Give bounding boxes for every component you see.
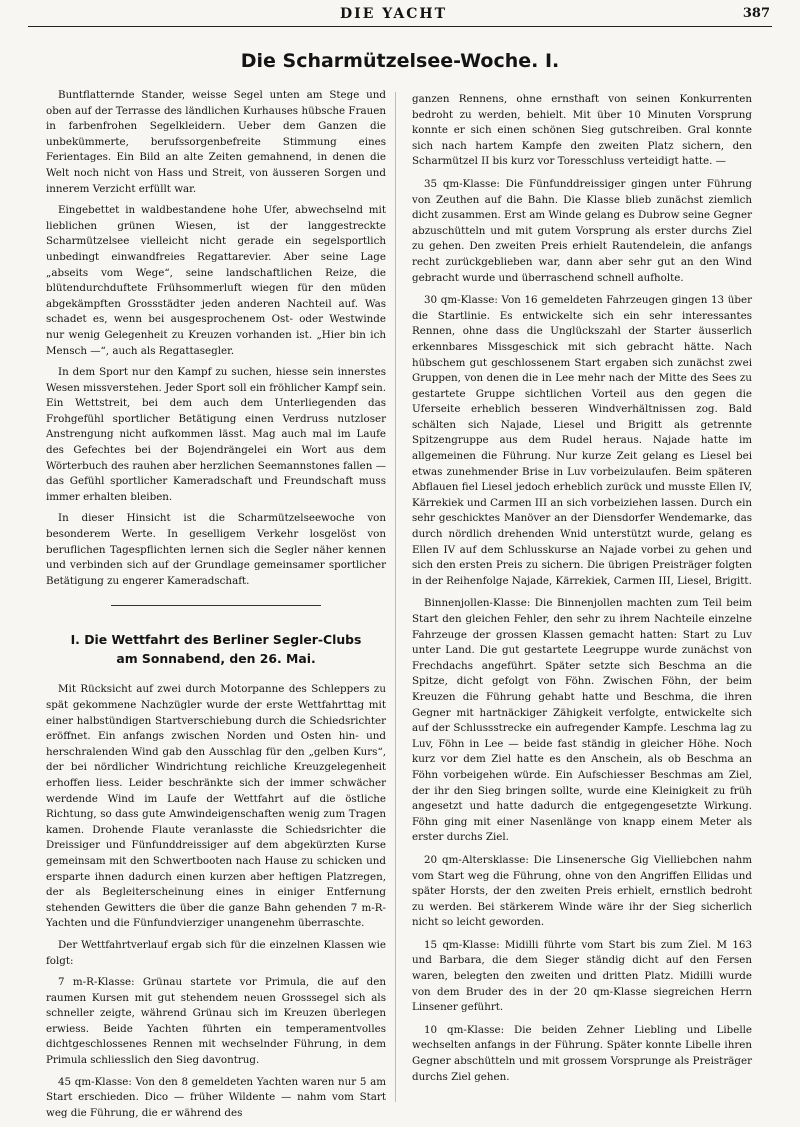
section-divider [111,605,321,606]
intro-paragraph: Eingebettet in waldbestandene hohe Ufer, abwechselnd mit lieblichen grünen Wiesen, ist der langgestreckte Scharmützelsee vielleicht nicht gerade ein segelsportlich unbedingt einwandfreies Regattarevier. Aber seine Lage „abseits vom Wege“, seine landschaftlichen Reize, die blütendurchduftete Frühsommerluft wiegen für den müden abgekämpften Grossstädter jeden anderen Nachteil auf. Was schadet es, wenn bei ausgesprochenem Ost- oder Westwinde nur wenig Gelegenheit zu Kreuzen vorhanden ist. „Hier bin ich Mensch —“, auch als Regattasegler. [46,204,386,357]
intro-paragraph: Buntflatternde Stander, weisse Segel unten am Stege und oben auf der Terrasse des ländlichen Kurhauses hübsche Frauen in farbenfrohen Segelkleidern. Ueber dem Ganzen die unbekümmerte, berufssorgenbefreite Stimmung eines Ferientages. Ein Bild an alte Zeiten gemahnend, in denen die Welt noch nicht von Hass und Streit, von äusseren Sorgen und innerem Verzicht erfüllt war. [46,89,386,195]
body-paragraph: 7 m-R-Klasse: Grünau startete vor Primula, die auf den raumen Kursen mit gut stehendem neuen Grosssegel sich als schneller zeigte, während Grünau sich im Kreuzen überlegen erwiess. Beide Yachten führten ein temperamentvolles dichtgeschlossenes Rennen mit wechselnder Führung, in dem Primula schliesslich den Sieg davontrug. [46,976,386,1067]
intro-paragraph: In dieser Hinsicht ist die Scharmützelseewoche von besonderem Werte. In geselligem Verkehr losgelöst von beruflichen Tagespflichten lernen sich die Segler näher kennen und verbinden sich auf der Grundlage gemeinsamer sportlicher Betätigung zu engerer Kameradschaft. [46,512,386,587]
page-number: 387 [742,6,770,21]
running-head: DIE YACHT [340,6,447,22]
right-column [412,92,752,1092]
body-paragraph: Mit Rücksicht auf zwei durch Motorpanne des Schleppers zu spät gekommene Nachzügler wurde der erste Wettfahrttag mit einer halbstündigen Startverschiebung durch die Schiedsrichter eröffnet. Ein anfangs zwischen Norden und Osten hin- und herschralenden Wind gab den Ausschlag für den „gelben Kurs“, der bei nördlicher Windrichtung reichliche Kreuzgelegenheit erhoffen liess. Leider beschränkte sich der immer schwächer werdende Wind im Laufe der Wettfahrt auf die östliche Richtung, so dass gute Amwindeigenschaften wenig zum Tragen kamen. Drohende Flaute veranlasste die Schiedsrichter die Dreissiger und Fünfunddreissiger auf dem abgekürzten Kurse gemeinsam mit den Schwertbooten nach Hause zu schicken und ersparte ihnen dadurch einen kurzen aber heftigen Platzregen, der als Begleiterscheinung eines in einiger Entfernung stehenden Gewitters die über die ganze Bahn gehenden 7 m-R-Yachten und die Fünfundvierziger unangenehm überraschte. [46,683,386,930]
body-paragraph: ganzen Rennens, ohne ernsthaft von seinen Konkurrenten bedroht zu werden, behielt. Mit über 10 Minuten Vorsprung konnte er sich einen schönen Sieg gutschreiben. Gral konnte sich nach hartem Kampfe den zweiten Platz sichern, den Scharmützel II bis kurz vor Toresschluss verteidigt hatte. — [412,93,752,168]
body-paragraph: 35 qm-Klasse: Die Fünfunddreissiger gingen unter Führung von Zeuthen auf die Bahn. Die Klasse blieb zunächst ziemlich dicht zusammen. Erst am Winde gelang es Dubrow seine Gegner abzuschütteln und mit gutem Vorsprung als erster durchs Ziel zu gehen. Den zweiten Preis erhielt Rautendelein, die anfangs recht zurückgeblieben war, dann aber sehr gut an den Wind gebracht wurde und überraschend schnell aufholte. [412,177,752,284]
body-paragraph: 45 qm-Klasse: Von den 8 gemeldeten Yachten waren nur 5 am Start erschieden. Dico — früher Wildente — nahm vom Start weg die Führung, die er während des [46,1075,386,1119]
intro-paragraph: In dem Sport nur den Kampf zu suchen, hiesse sein innerstes Wesen missverstehen. Jeder Sport soll ein fröhlicher Kampf sein. Ein Wettstreit, bei dem auch dem Unterliegenden das Frohgefühl sportlicher Betätigung einen Verdruss nutzloser Anstrengung nicht aufkommen lässt. Mag auch mal im Laufe des Gefechtes bei der Bojendrängelei ein Wort aus dem Wörterbuch des rauhen aber herzlichen Seemannstones fallen — das Gefühl sportlicher Kameradschaft und Freundschaft muss immer erhalten bleiben. [46,366,386,503]
body-paragraph: Binnenjollen-Klasse: Die Binnenjollen machten zum Teil beim Start den gleichen Fehler, den sehr zu ihrem Nachteile einzelne Fahrzeuge der grossen Klassen gemacht hatten: Start zu Luv unter Land. Die gut gestartete Leegruppe wurde zunächst von Frechdachs angeführt. Später setzte sich Beschma an die Spitze, dicht gefolgt von Föhn. Zwischen Föhn, der beim Kreuzen die Führung gehabt hatte und Beschma, die ihren Gegner mit hartnäckiger Zähigkeit verfolgte, entwickelte sich auf der Schlussstrecke ein aufregender Kampfe. Leschma lag zu Luv, Föhn in Lee — beide fast ständig in gleicher Höhe. Noch kurz vor dem Ziel hatte es den Anschein, als ob Beschma an Föhn vorbeigehen würde. Ein Aufschiesser Beschmas am Ziel, der ihr den Sieg bringen sollte, wurde eine Kleinigkeit zu früh angesetzt und hatte dadurch die entgegengesetzte Wirkung. Föhn ging mit einer Nasenlänge von knapp einem Meter als erster durchs Ziel. [412,597,752,844]
column-gutter [395,92,396,1102]
section-heading [46,630,386,668]
header-rule [28,26,772,27]
body-paragraph: 15 qm-Klasse: Midilli führte vom Start bis zum Ziel. M 163 und Barbara, die dem Sieger ständig dicht auf den Fersen waren, belegten den zweiten und dritten Platz. Midilli wurde von dem Bruder des in der 20 qm-Klasse siegreichen Herrn Linsener geführt. [412,938,752,1014]
body-paragraph: 30 qm-Klasse: Von 16 gemeldeten Fahrzeugen gingen 13 über die Startlinie. Es entwickelte sich ein sehr interessantes Rennen, ohne dass die Unglückszahl der Starter äusserlich erkennbares Missgeschick mit sich gebracht hätte. Nach hübschem gut geschlossenem Start ergaben sich zunächst zwei Gruppen, von denen die in Lee mehr nach der Mitte des Sees zu gestartete Gruppe sichtlichen Vorteil aus den gegen die Uferseite erheblich besseren Windverhältnissen zog. Bald schälten sich Najade, Liesel und Brigitt als getrennte Spitzengruppe aus dem Rudel heraus. Najade hatte im allgemeinen die Führung. Nur kurze Zeit gelang es Liesel bei etwas zunehmender Brise in Luv vorbeizulaufen. Beim späteren Abflauen fiel Liesel jedoch erheblich zurück und musste Ellen IV, Kärrekiek und Carmen III an sich vorbeiziehen lassen. Durch ein sehr geschicktes Manöver an der Diensdorfer Wendemarke, das durch nördlich drehenden Wnid unterstützt wurde, gelang es Ellen IV auf dem Schlusskurse an Najade vorbei zu gehen und sich den ersten Preis zu sichern. Die übrigen Preisträger folgten in der Reihenfolge Najade, Kärrekiek, Carmen III, Liesel, Brigitt. [412,294,752,587]
article-title: Die Scharmützelsee-Woche. I. [240,50,560,72]
left-column [46,88,386,1127]
section-heading-line: am Sonnabend, den 26. Mai. [116,651,316,667]
body-paragraph: Der Wettfahrtverlauf ergab sich für die einzelnen Klassen wie folgt: [46,938,386,967]
body-paragraph: 10 qm-Klasse: Die beiden Zehner Liebling und Libelle wechselten anfangs in der Führung. Später konnte Libelle ihren Gegner abschütteln und mit grossem Vorsprunge als Preisträger durchs Ziel gehen. [412,1023,752,1083]
body-paragraph: 20 qm-Altersklasse: Die Linsenersche Gig Vielliebchen nahm vom Start weg die Führung, ohne von den Angriffen Ellidas und später Horsts, der den zweiten Preis erhielt, ernstlich bedroht zu werden. Bei stärkerem Winde wäre ihr der Sieg sicherlich nicht so leicht geworden. [412,853,752,929]
section-heading-line: I. Die Wettfahrt des Berliner Segler-Clubs [70,632,362,648]
